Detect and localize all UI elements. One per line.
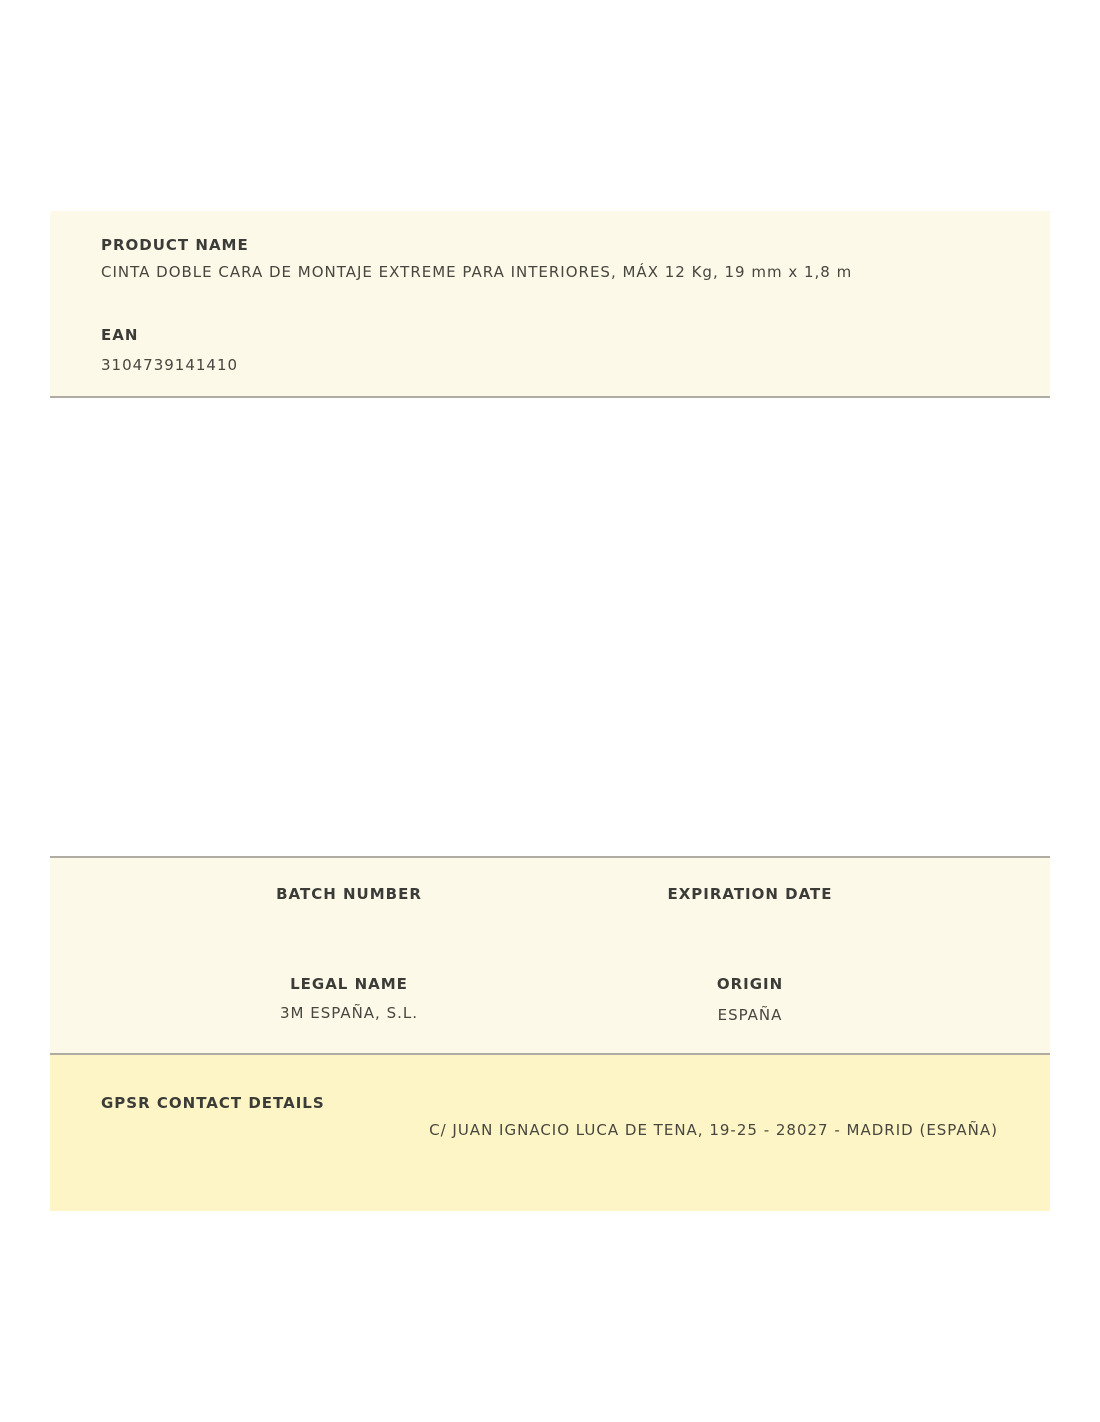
product-info-section	[50, 211, 1050, 398]
origin-value: ESPAÑA	[717, 1006, 783, 1024]
gpsr-contact-section	[50, 1055, 1050, 1211]
product-name-label: PRODUCT NAME	[101, 236, 249, 254]
origin-label: ORIGIN	[716, 975, 784, 993]
batch-number-label: BATCH NUMBER	[276, 885, 422, 903]
legal-name-value: 3M ESPAÑA, S.L.	[279, 1004, 419, 1022]
expiration-date-label: EXPIRATION DATE	[667, 885, 833, 903]
ean-value: 3104739141410	[101, 356, 239, 374]
legal-name-label: LEGAL NAME	[290, 975, 408, 993]
gpsr-contact-address: C/ JUAN IGNACIO LUCA DE TENA, 19-25 - 28027 - MADRID (ESPAÑA)	[429, 1121, 998, 1139]
ean-label: EAN	[101, 326, 139, 344]
batch-details-section	[50, 856, 1050, 1055]
gpsr-contact-label: GPSR CONTACT DETAILS	[101, 1094, 325, 1112]
product-name-value: CINTA DOBLE CARA DE MONTAJE EXTREME PARA INTERIORES, MÁX 12 Kg, 19 mm x 1,8 m	[101, 263, 853, 281]
